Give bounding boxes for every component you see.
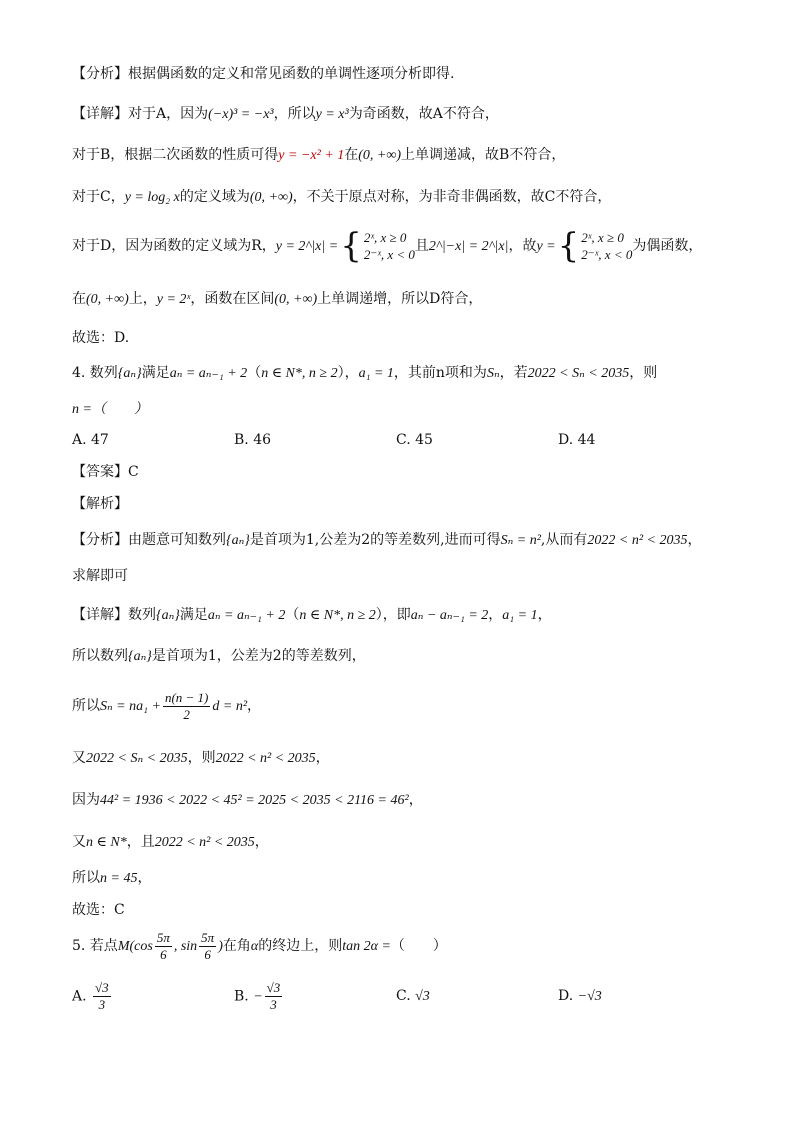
value: −√3 xyxy=(577,989,602,1004)
text: 满足 xyxy=(179,607,208,623)
text: 又 xyxy=(72,834,86,850)
text: 4. 数列 xyxy=(72,365,118,381)
analysis-2-cont xyxy=(72,566,734,586)
math: y = 2ˣ xyxy=(156,292,191,307)
text: 【分析】由题意可知数列 xyxy=(72,532,226,548)
text: ， xyxy=(687,532,702,548)
text: 【详解】对于A，因为 xyxy=(72,106,209,122)
text: （ xyxy=(285,607,300,623)
numerator: √3 xyxy=(266,980,281,995)
text: 满足 xyxy=(141,365,170,381)
detail-line-b xyxy=(72,145,734,166)
text: 所以 xyxy=(72,698,100,714)
left-brace-icon: { xyxy=(557,226,580,266)
case-2: 2⁻ˣ, x < 0 xyxy=(581,247,633,262)
text: ，函数在区间 xyxy=(190,291,275,307)
detail-2-e xyxy=(72,790,734,811)
text: 是首项为1，公差为2的等差数列， xyxy=(151,648,366,664)
minus-sign: − xyxy=(253,989,263,1005)
text: 是首项为1,公差为2的等差数列,进而可得 xyxy=(249,532,501,548)
math: y = log₂ x xyxy=(124,190,180,205)
text: ，则 xyxy=(187,750,216,766)
math: {aₙ} xyxy=(226,533,250,548)
math: a₁ = 1 xyxy=(358,366,394,381)
text: ，不关于原点对称，为非奇非偶函数，故C不符合， xyxy=(292,189,612,205)
fraction xyxy=(199,930,216,963)
math: n =（ ） xyxy=(72,402,148,417)
math: 2022 < n² < 2035 xyxy=(215,751,316,766)
text: 又 xyxy=(72,750,86,766)
solution-header xyxy=(72,494,734,514)
text: 为偶函数， xyxy=(632,238,703,254)
detail-2-b xyxy=(72,646,734,667)
option-5c[interactable] xyxy=(396,988,430,1005)
label: B. xyxy=(234,988,249,1005)
text: 【详解】数列 xyxy=(72,607,156,623)
math: y = 2^|x| = xyxy=(275,239,339,254)
math: (0, +∞) xyxy=(249,190,293,205)
text: 故选：C xyxy=(72,902,125,918)
label: D. xyxy=(558,988,574,1004)
choice-line xyxy=(72,328,734,348)
text: 上， xyxy=(128,291,157,307)
text: ， xyxy=(247,698,262,714)
question-5 xyxy=(72,928,734,965)
left-brace-icon: { xyxy=(340,226,362,266)
math: ) xyxy=(218,939,223,954)
math: y = xyxy=(536,239,556,254)
math: (−x)³ = −x³ xyxy=(208,107,274,122)
text: ，若 xyxy=(499,365,528,381)
math: 2022 < Sₙ < 2035 xyxy=(86,751,188,766)
denominator: 3 xyxy=(98,997,106,1012)
text: ），即 xyxy=(375,607,411,623)
option-c[interactable]: C. 45 xyxy=(396,432,433,448)
option-a[interactable]: A. 47 xyxy=(72,432,109,448)
math: {aₙ} xyxy=(128,649,152,664)
case-1: 2ˣ, x ≥ 0 xyxy=(363,230,407,245)
math: (0, +∞) xyxy=(358,148,402,163)
math: , sin xyxy=(173,939,198,954)
math: 2022 < n² < 2035 xyxy=(587,533,688,548)
detail-2-f xyxy=(72,832,734,853)
detail-2-a xyxy=(72,605,734,626)
math: α xyxy=(250,939,259,954)
math: Sₙ = na₁ + xyxy=(100,699,161,714)
text: 对于B，根据二次函数的性质可得 xyxy=(72,147,279,163)
numerator: 5π xyxy=(201,929,215,945)
math: 2^|−x| = 2^|x| xyxy=(428,239,509,254)
option-5b[interactable] xyxy=(234,980,284,1013)
text: ， xyxy=(137,870,152,886)
detail-line-d xyxy=(72,228,734,265)
text: 在角 xyxy=(222,938,251,954)
text: ， xyxy=(254,834,269,850)
detail-line-e xyxy=(72,289,734,310)
math: (0, +∞) xyxy=(274,292,318,307)
math: {aₙ} xyxy=(117,366,142,381)
text: ， xyxy=(408,792,423,808)
numerator: √3 xyxy=(95,980,109,995)
answer-line xyxy=(72,462,734,482)
math: a₁ = 1 xyxy=(502,608,538,623)
text: ）， xyxy=(337,365,359,381)
text: ， xyxy=(537,607,552,623)
math: 2022 < n² < 2035 xyxy=(154,835,255,850)
text: ， xyxy=(488,607,503,623)
detail-2-d xyxy=(72,748,734,769)
numerator: n(n − 1) xyxy=(164,689,209,705)
text: 【答案】C xyxy=(72,464,139,480)
denominator: 2 xyxy=(183,706,190,722)
denominator: 6 xyxy=(204,946,211,962)
question-4 xyxy=(72,363,734,384)
numerator: 5π xyxy=(156,929,170,945)
text: 在 xyxy=(344,147,359,163)
math: (0, +∞) xyxy=(86,292,129,307)
text: 所以 xyxy=(72,870,100,886)
text: 【解析】 xyxy=(72,496,128,512)
math: n = 45 xyxy=(100,871,138,886)
fraction xyxy=(163,690,210,723)
text: 的终边上，则 xyxy=(258,938,343,954)
math: aₙ = aₙ₋₁ + 2 xyxy=(169,366,248,381)
text: 上单调递增，所以D符合， xyxy=(317,291,483,307)
text: 为奇函数，故A不符合， xyxy=(348,106,499,122)
piecewise-cases xyxy=(581,229,632,263)
math-highlight: y = −x² + 1 xyxy=(278,148,345,163)
text: ,从而有 xyxy=(540,532,588,548)
text: 【分析】根据偶函数的定义和常见函数的单调性逐项分析即得. xyxy=(72,66,455,82)
piecewise-cases xyxy=(364,229,415,263)
text: 的定义域为 xyxy=(179,189,250,205)
math: M(cos xyxy=(117,939,153,954)
detail-2-c xyxy=(72,688,734,725)
fraction xyxy=(155,930,172,963)
analysis-line xyxy=(72,64,734,84)
text: ，故 xyxy=(508,238,537,254)
case-2: 2⁻ˣ, x < 0 xyxy=(363,247,415,262)
text: 5. 若点 xyxy=(72,938,118,954)
math: Sₙ xyxy=(486,366,500,381)
fraction xyxy=(93,980,111,1013)
fraction xyxy=(265,980,283,1013)
text: （ ） xyxy=(390,938,447,954)
text: 因为 xyxy=(72,792,100,808)
math: tan 2α = xyxy=(342,939,391,954)
label: A. xyxy=(72,988,87,1005)
text: 在 xyxy=(72,291,86,307)
option-5a[interactable] xyxy=(72,980,113,1013)
math: n ∈ N*, n ≥ 2 xyxy=(261,366,338,381)
text: 对于D，因为函数的定义域为R， xyxy=(72,238,276,254)
text: ，则 xyxy=(629,365,658,381)
text: 故选：D. xyxy=(72,330,130,346)
text: ，其前n项和为 xyxy=(393,365,487,381)
denominator: 3 xyxy=(270,997,277,1012)
math: y = x³ xyxy=(315,107,349,122)
text: ， xyxy=(315,750,330,766)
detail-line-c xyxy=(72,187,734,208)
question-4-cont xyxy=(72,399,734,420)
math: n ∈ N*, n ≥ 2 xyxy=(299,608,376,623)
math: 2022 < Sₙ < 2035 xyxy=(527,366,630,381)
math: n ∈ N* xyxy=(86,835,127,850)
math: 44² = 1936 < 2022 < 45² = 2025 < 2035 < 2116 = 46² xyxy=(100,793,409,808)
text: 且 xyxy=(414,238,429,254)
math: d = n² xyxy=(212,699,248,714)
text: 上单调递减，故B不符合， xyxy=(401,147,566,163)
case-1: 2ˣ, x ≥ 0 xyxy=(581,230,624,245)
text: ，所以 xyxy=(273,106,316,122)
text: 所以数列 xyxy=(72,648,128,664)
text: ，且 xyxy=(126,834,155,850)
text: （ xyxy=(247,365,262,381)
math: aₙ − aₙ₋₁ = 2 xyxy=(410,608,489,623)
text: 对于C， xyxy=(72,189,125,205)
option-5d[interactable] xyxy=(558,988,602,1005)
value: √3 xyxy=(415,989,430,1004)
option-d[interactable]: D. 44 xyxy=(558,432,596,448)
text: 求解即可 xyxy=(72,568,128,584)
analysis-2 xyxy=(72,530,734,551)
option-b[interactable]: B. 46 xyxy=(234,432,272,448)
detail-2-g xyxy=(72,868,734,889)
detail-line-a xyxy=(72,104,734,125)
math: Sₙ = n² xyxy=(500,533,541,548)
denominator: 6 xyxy=(160,946,167,962)
label: C. xyxy=(396,988,411,1004)
math: {aₙ} xyxy=(156,608,180,623)
math: aₙ = aₙ₋₁ + 2 xyxy=(207,608,286,623)
choice-line-2 xyxy=(72,900,734,920)
